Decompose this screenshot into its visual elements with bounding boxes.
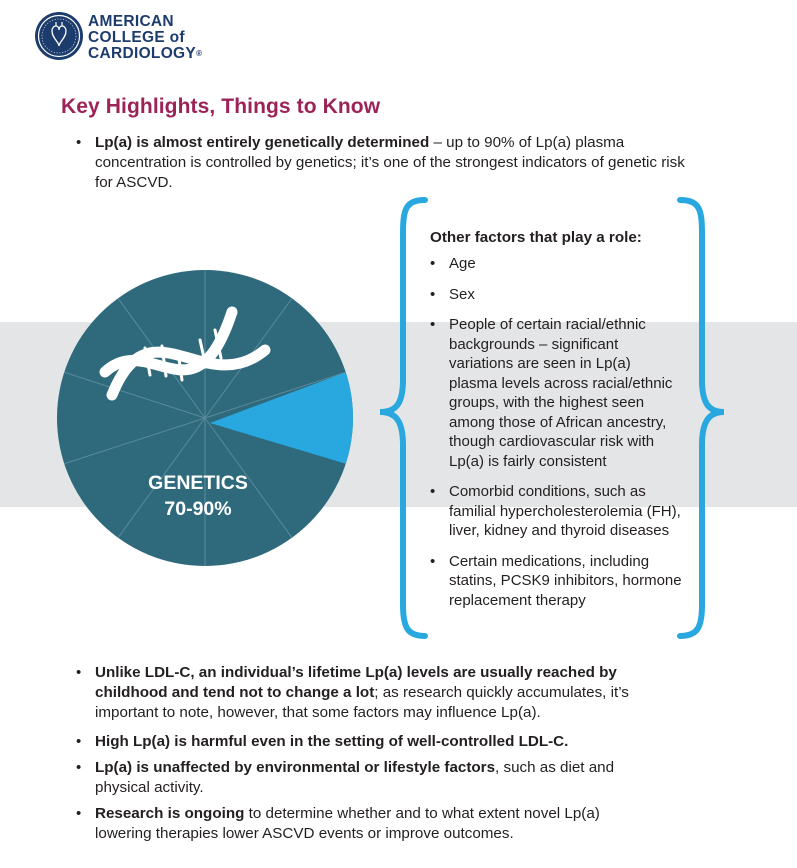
registered-mark: ® (196, 49, 203, 58)
intro-bullet-text: – up to 90% of Lp(a) plasma concentration is controlled by genetics; it’s one of the strongest indicators of genetic risk for ASCVD. (95, 134, 685, 191)
bullet-dot: • (76, 733, 82, 750)
bullet-dot: • (76, 805, 82, 822)
factor-item-age (430, 254, 700, 274)
factor-text: People of certain racial/ethnic backgrounds – significant variations are seen in Lp(a) plasma levels across racial/ethnic groups, with the highest seen among those of African ancestry, though cardiovascular risk with Lp(a) is fairly consistent (449, 316, 673, 470)
factor-text: Age (449, 255, 476, 272)
factors-heading: Other factors that play a role: (430, 229, 642, 246)
bottom-bullet-2 (76, 732, 655, 752)
bullet-text: , such as diet and physical activity. (95, 759, 615, 796)
bullet-text: to determine whether and to what extent novel Lp(a) lowering therapies lower ASCVD events or improve outcomes. (95, 805, 600, 842)
factor-item-medications (430, 552, 699, 611)
bullet-bold: Unlike LDL-C, an individual’s lifetime Lp(a) levels are usually reached by childhood and tend not to change a lot (95, 664, 617, 701)
bullet-bold: High Lp(a) is harmful even in the setting of well-controlled LDL-C. (95, 733, 569, 750)
bullet-dot: • (430, 483, 436, 500)
other-factors-panel (430, 228, 700, 610)
factors-list (430, 254, 700, 610)
factor-text: Comorbid conditions, such as familial hypercholesterolemia (FH), liver, kidney and thyroid diseases (449, 483, 681, 539)
logo-line-1: AMERICAN (88, 13, 174, 30)
intro-bullet-bold: Lp(a) is almost entirely genetically determined (95, 134, 430, 151)
factor-text: Sex (449, 285, 475, 303)
bullet-dot: • (430, 316, 436, 333)
genetics-label (108, 470, 288, 522)
bottom-bullet-3 (76, 758, 635, 798)
logo-line-3: CARDIOLOGY (88, 45, 197, 62)
page-title: Key Highlights, Things to Know (61, 95, 381, 118)
genetics-label-line-2: 70-90% (164, 498, 232, 520)
bullet-bold: Lp(a) is unaffected by environmental or lifestyle factors (95, 759, 496, 776)
genetics-label-line-1: GENETICS (148, 472, 248, 494)
factor-item-comorbid (430, 482, 689, 541)
bullet-dot: • (430, 285, 436, 303)
bullet-dot: • (76, 664, 82, 681)
factor-item-sex (430, 285, 700, 305)
bullet-dot: • (430, 552, 436, 570)
bullet-bold: Research is ongoing (95, 805, 245, 822)
logo-line-2: COLLEGE of (88, 29, 185, 46)
bullet-dot: • (430, 255, 436, 272)
bottom-bullet-4 (76, 804, 655, 844)
bullet-text: ; as research quickly accumulates, it’s important to note, however, that some factors may influence Lp(a). (95, 684, 629, 721)
bullet-dot: • (76, 134, 82, 151)
bullet-dot: • (76, 759, 82, 776)
factor-text: Certain medications, including statins, PCSK9 inhibitors, hormone replacement therapy (449, 552, 682, 609)
bottom-bullet-1 (76, 663, 655, 723)
factor-item-race (430, 315, 679, 471)
